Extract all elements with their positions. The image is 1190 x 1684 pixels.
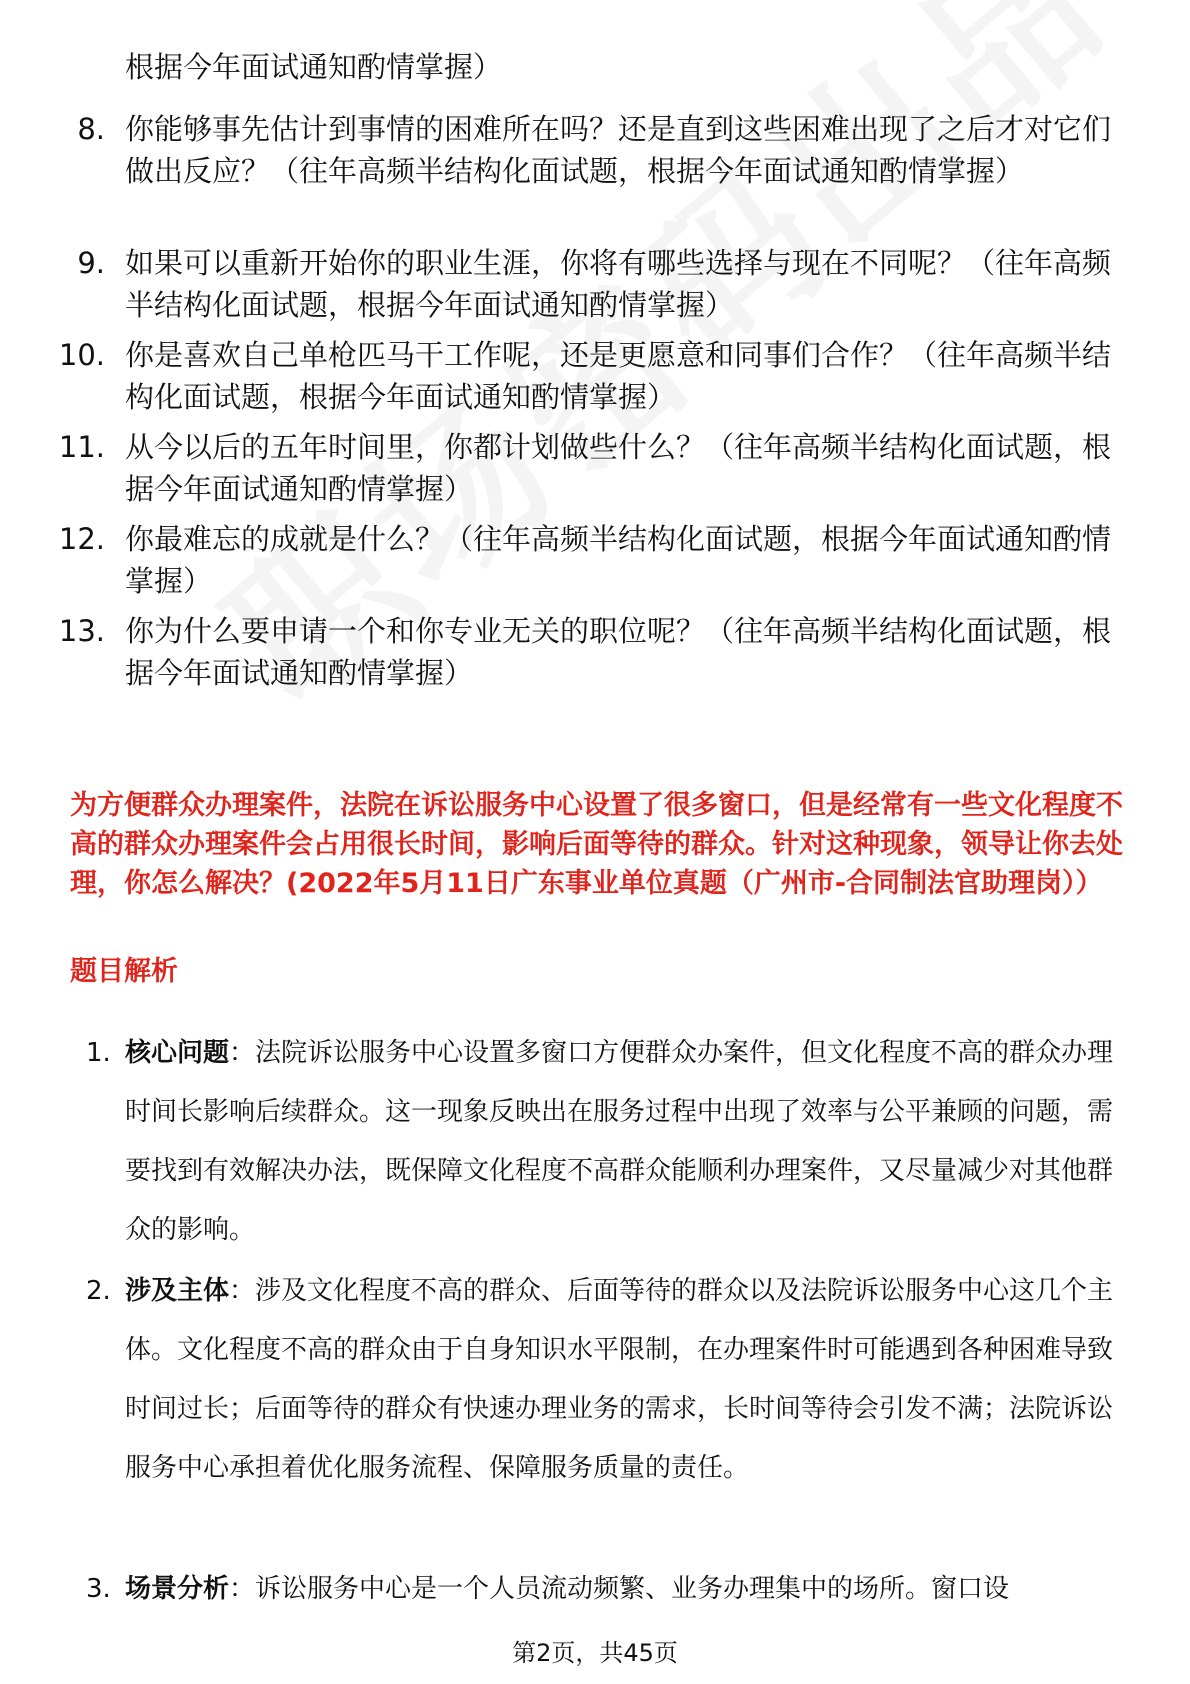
analysis-number: 2.: [86, 1276, 111, 1306]
analysis-heading: 涉及主体: [125, 1276, 230, 1306]
question-text: 你为什么要申请一个和你专业无关的职位呢？（往年高频半结构化面试题，根据今年面试通知酌情掌握）: [125, 614, 1112, 690]
page-footer: 第2页，共45页: [512, 1639, 678, 1667]
question-text: 你最难忘的成就是什么？（往年高频半结构化面试题，根据今年面试通知酌情掌握）: [125, 522, 1112, 598]
question-number: 10.: [58, 338, 105, 372]
analysis-number: 3.: [86, 1574, 111, 1604]
analysis-text: 涉及文化程度不高的群众、后面等待的群众以及法院诉讼服务中心这几个主体。文化程度不高的群众由于自身知识水平限制，在办理案件时可能遇到各种困难导致时间过长；后面等待的群众有快速办理业务的需求，长时间等待会引发不满；法院诉讼服务中心承担着优化服务流程、保障服务质量的责任。: [125, 1276, 1114, 1483]
analysis-separator: ：: [229, 1038, 256, 1068]
analysis-separator: ：: [229, 1276, 256, 1306]
analysis-heading: 核心问题: [125, 1038, 230, 1068]
question-number: 12.: [58, 522, 105, 556]
question-text: 从今以后的五年时间里，你都计划做些什么？（往年高频半结构化面试题，根据今年面试通知酌情掌握）: [125, 430, 1112, 506]
analysis-body: [125, 1024, 1115, 1260]
analysis-body: [125, 1560, 1115, 1619]
question-number: 9.: [77, 246, 105, 280]
analysis-heading: 场景分析: [125, 1574, 230, 1604]
analysis-number: 1.: [86, 1038, 111, 1068]
analysis-separator: ：: [229, 1574, 256, 1604]
analysis-text: 法院诉讼服务中心设置多窗口方便群众办案件，但文化程度不高的群众办理时间长影响后续群众。这一现象反映出在服务过程中出现了效率与公平兼顾的问题，需要找到有效解决办法，既保障文化程度不高群众能顺利办理案件，又尽量减少对其他群众的影响。: [125, 1038, 1114, 1245]
scenario-question: 为方便群众办理案件，法院在诉讼服务中心设置了很多窗口，但是经常有一些文化程度不高的群众办理案件会占用很长时间，影响后面等待的群众。针对这种现象，领导让你去处理，你怎么解决？(2022年5月11日广东事业单位真题（广州市-合同制法官助理岗））: [70, 790, 1123, 899]
analysis-text: 诉讼服务中心是一个人员流动频繁、业务办理集中的场所。窗口设: [255, 1574, 1010, 1604]
question-number: 13.: [58, 614, 105, 648]
question-text: 你能够事先估计到事情的困难所在吗？还是直到这些困难出现了之后才对它们做出反应？（往年高频半结构化面试题，根据今年面试通知酌情掌握）: [125, 112, 1112, 188]
question-number: 11.: [58, 430, 105, 464]
question-number: 8.: [77, 112, 105, 146]
question-text: 如果可以重新开始你的职业生涯，你将有哪些选择与现在不同呢？（往年高频半结构化面试题，根据今年面试通知酌情掌握）: [125, 246, 1112, 322]
analysis-title: 题目解析: [70, 956, 178, 987]
question-text: 你是喜欢自己单枪匹马干工作呢，还是更愿意和同事们合作？（往年高频半结构化面试题，根据今年面试通知酌情掌握）: [125, 338, 1112, 414]
question-continued-text: 根据今年面试通知酌情掌握）: [125, 50, 503, 84]
analysis-body: [125, 1262, 1115, 1498]
